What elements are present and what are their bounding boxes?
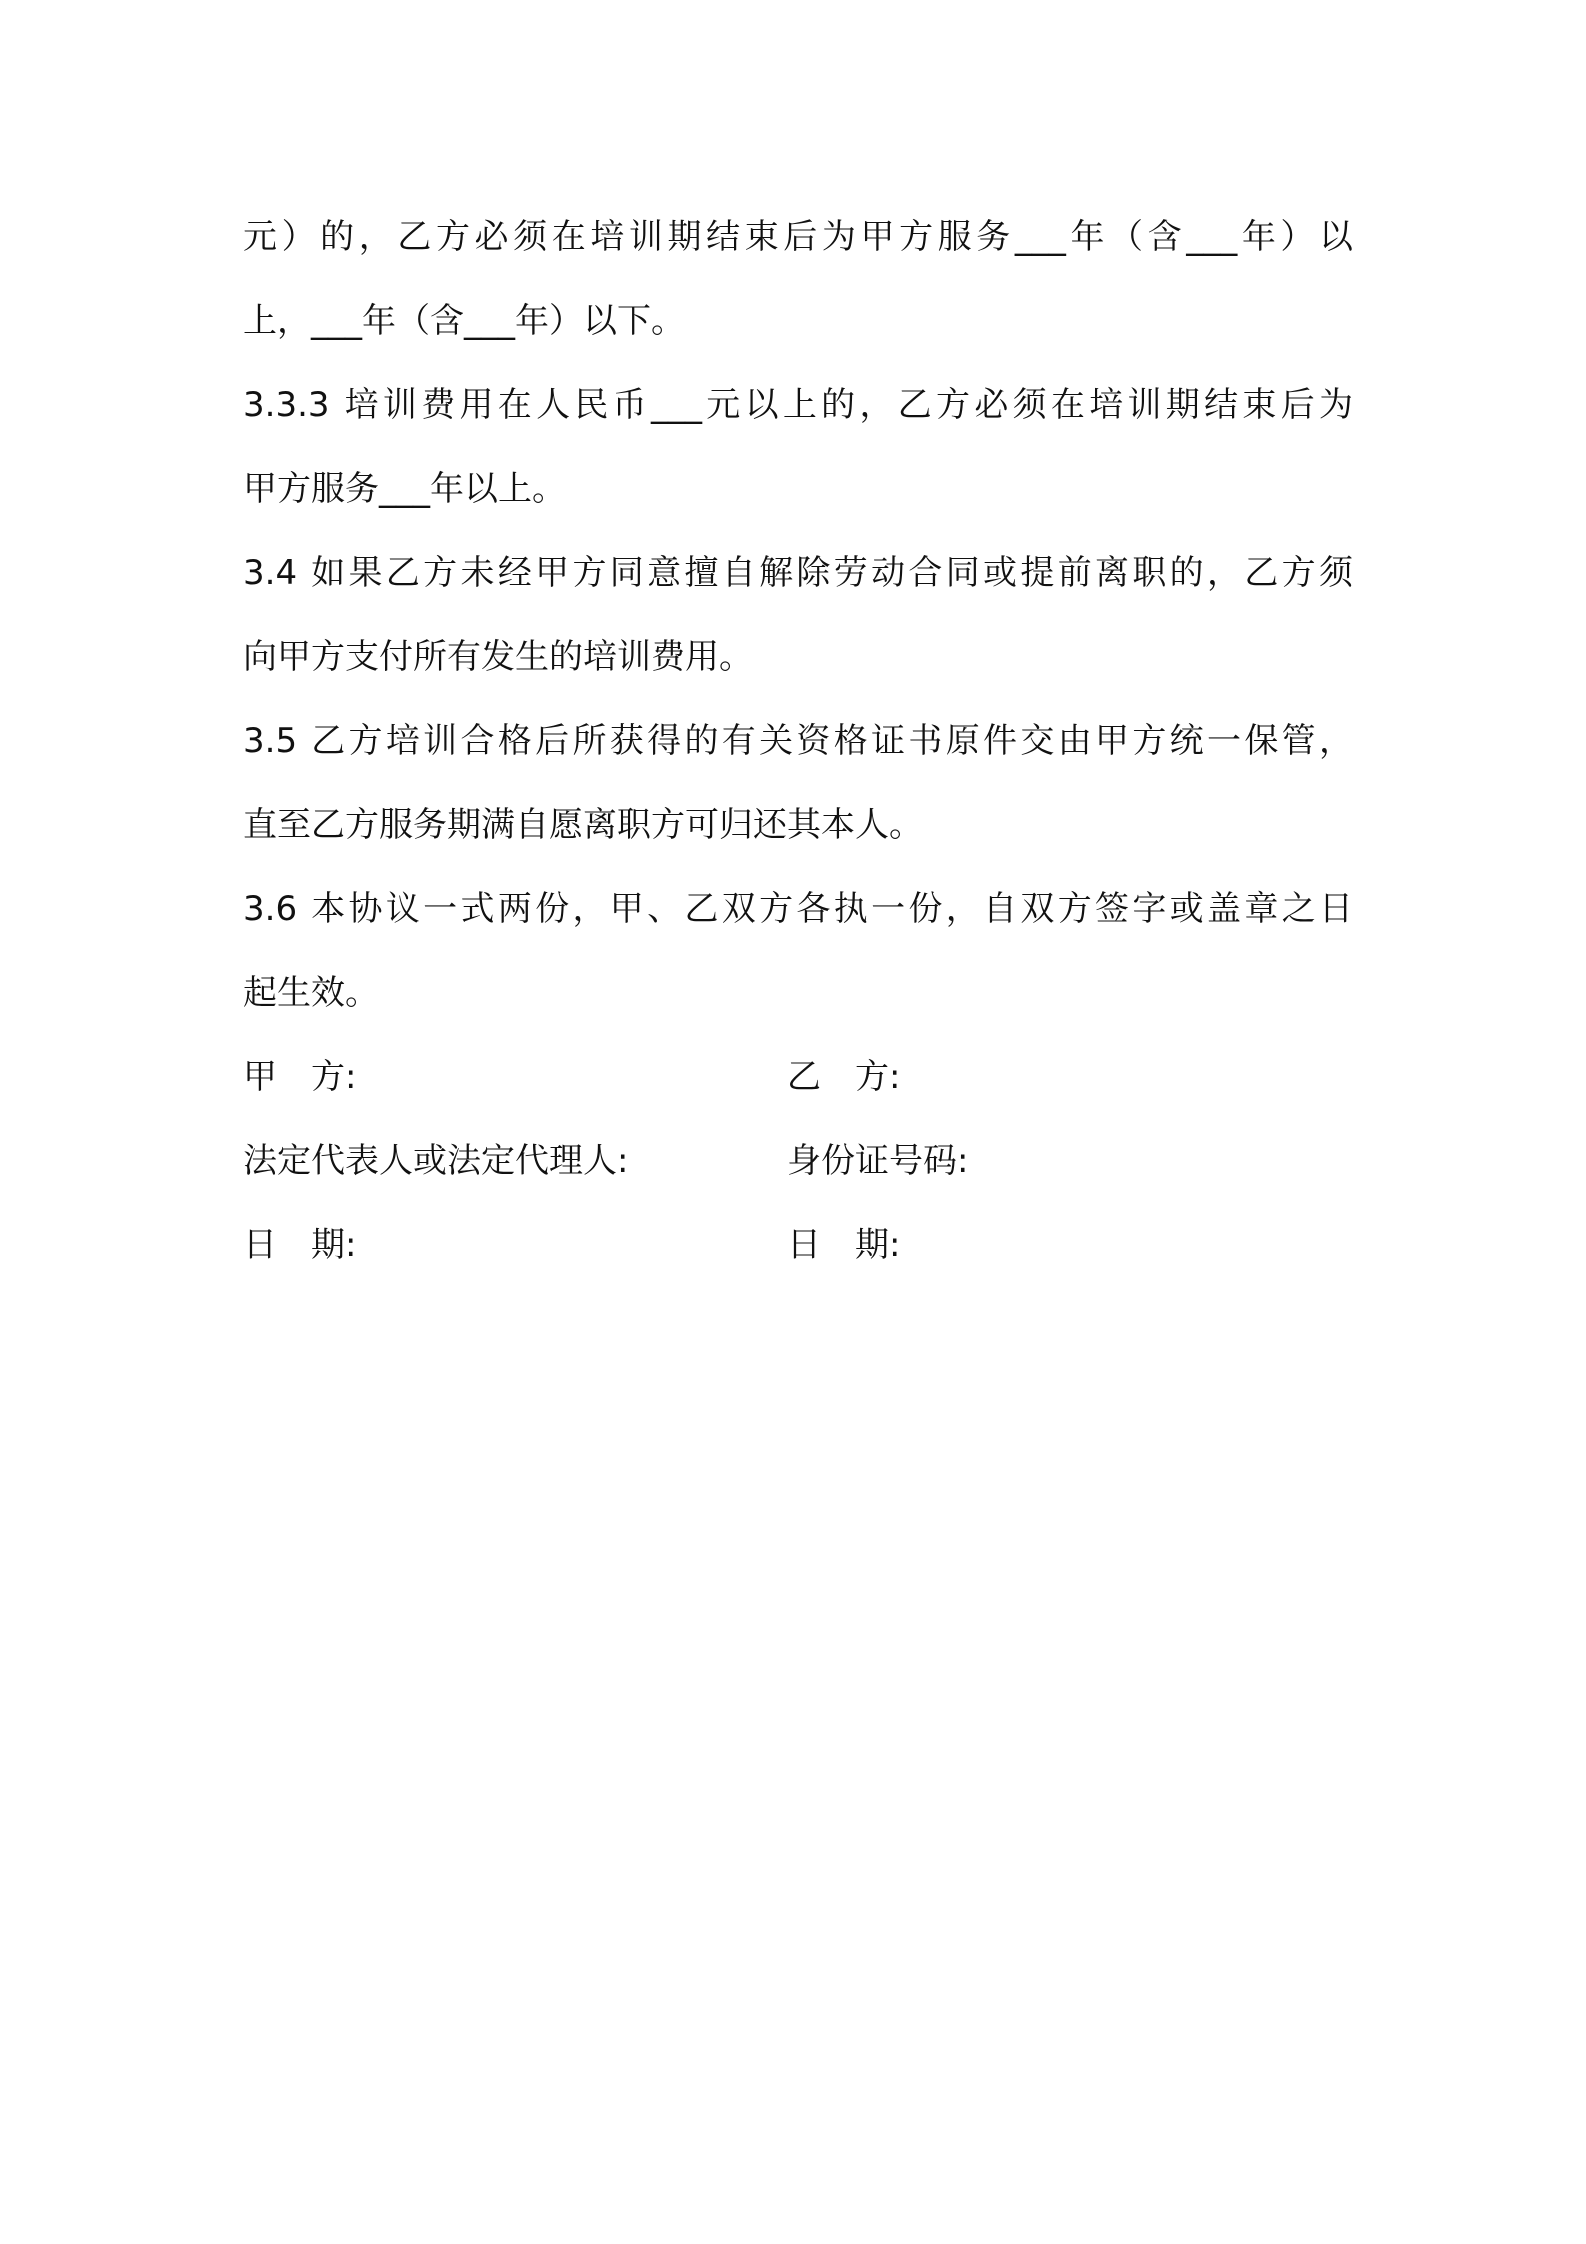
clause-3-4 — [243, 531, 1353, 699]
document-body — [243, 195, 1353, 1287]
signature-row-parties — [243, 1035, 1353, 1119]
signature-block — [243, 1035, 1353, 1287]
party-b-label: 乙 方: — [787, 1057, 901, 1097]
text-line: 向甲方支付所有发生的培训费用。 — [243, 637, 753, 677]
id-number-label: 身份证号码: — [787, 1141, 969, 1181]
legal-representative-label: 法定代表人或法定代理人: — [243, 1141, 629, 1181]
text-line: 元）的，乙方必须在培训期结束后为甲方服务___年（含___年）以 — [243, 217, 1353, 257]
signature-row-representative — [243, 1119, 1353, 1203]
text-line: 直至乙方服务期满自愿离职方可归还其本人。 — [243, 805, 923, 845]
clause-3-3-3 — [243, 363, 1353, 531]
paragraph-continuation — [243, 195, 1353, 363]
text-line: 甲方服务___年以上。 — [243, 469, 566, 509]
date-b-label: 日 期: — [787, 1225, 901, 1265]
text-line: 3.4 如果乙方未经甲方同意擅自解除劳动合同或提前离职的，乙方须 — [243, 553, 1353, 593]
clause-3-6 — [243, 867, 1353, 1035]
clause-3-5 — [243, 699, 1353, 867]
text-line: 起生效。 — [243, 973, 379, 1013]
date-a-label: 日 期: — [243, 1225, 357, 1265]
party-a-label: 甲 方: — [243, 1057, 357, 1097]
text-line: 上，___年（含___年）以下。 — [243, 301, 685, 341]
text-line: 3.3.3 培训费用在人民币___元以上的，乙方必须在培训期结束后为 — [243, 385, 1353, 425]
text-line: 3.6 本协议一式两份，甲、乙双方各执一份，自双方签字或盖章之日 — [243, 889, 1353, 929]
text-line: 3.5 乙方培训合格后所获得的有关资格证书原件交由甲方统一保管， — [243, 721, 1353, 761]
signature-row-dates — [243, 1203, 1353, 1287]
